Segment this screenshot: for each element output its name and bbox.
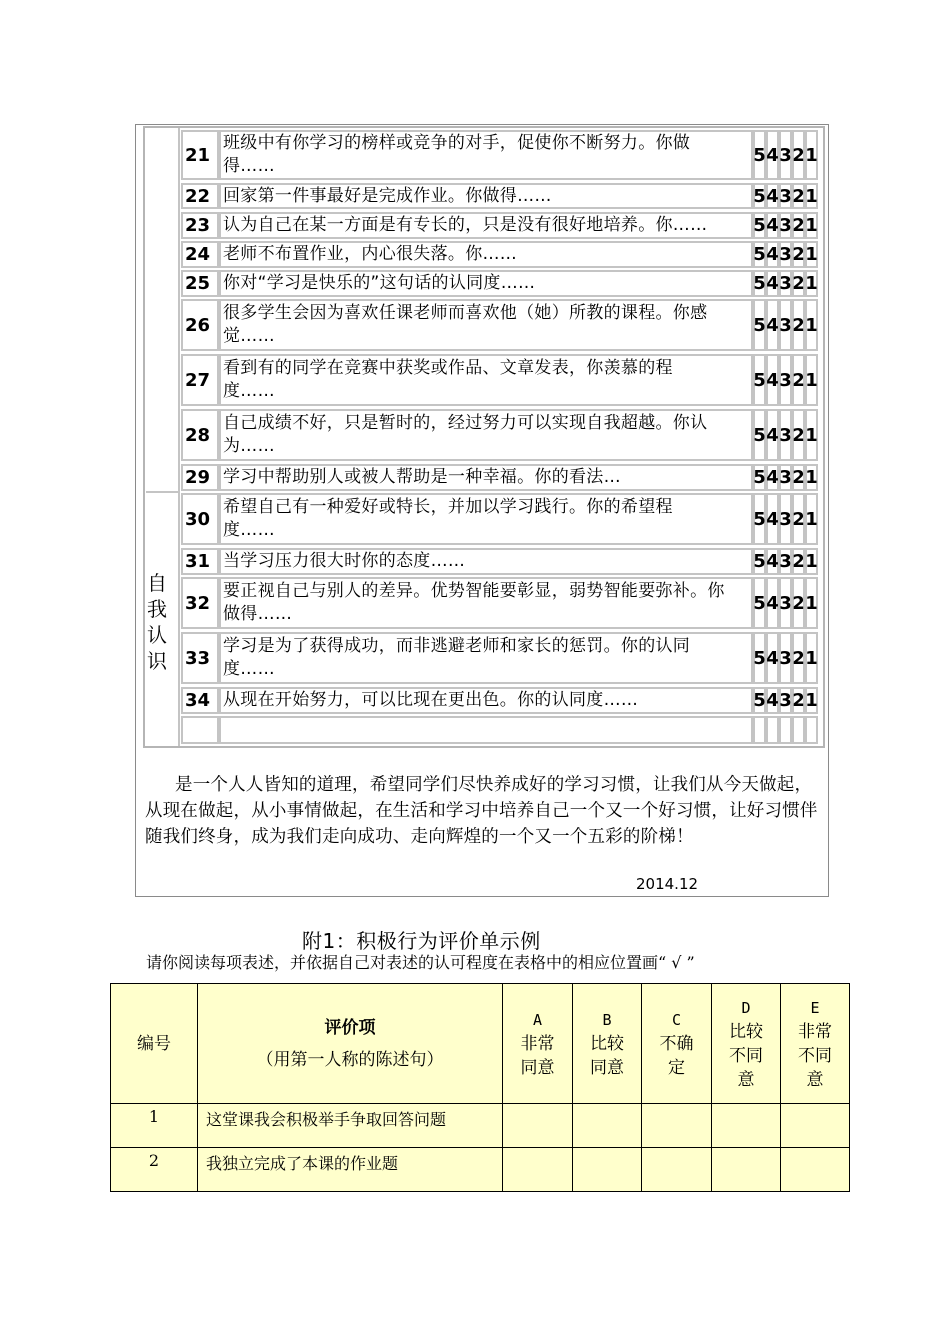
question-text [219,183,753,209]
score-option[interactable]: 3 [779,241,792,268]
score-option[interactable]: 4 [766,241,779,268]
question-number: 31 [181,548,219,575]
score-option[interactable]: 4 [766,409,779,461]
question-text-line: 当学习压力很大时你的态度…… [223,551,466,571]
score-option[interactable]: 2 [792,409,805,461]
empty-cell [779,716,792,744]
survey-row [181,183,821,209]
score-option[interactable]: 5 [753,183,766,209]
score-option[interactable]: 5 [753,464,766,491]
question-number: 24 [181,241,219,268]
score-option[interactable]: 2 [792,354,805,406]
score-option[interactable]: 1 [805,354,818,406]
empty-cell [766,716,779,744]
score-option[interactable]: 3 [779,548,792,575]
header-option-b [573,984,642,1104]
row-no: 2 [111,1148,198,1192]
option-letter: C [671,1010,682,1029]
option-letter: E [810,998,820,1017]
score-option[interactable]: 4 [766,464,779,491]
score-option[interactable]: 2 [792,299,805,351]
question-text-line: 你对“学习是快乐的”这句话的认同度…… [223,273,536,293]
score-option[interactable]: 1 [805,464,818,491]
category-divider [146,491,180,493]
question-text-line: 班级中有你学习的榜样或竞争的对手，促使你不断努力。你做 [223,133,691,153]
score-option[interactable]: 5 [753,548,766,575]
question-text [219,130,753,180]
survey-row [181,687,821,714]
question-text-line: 度…… [223,520,275,540]
score-option[interactable]: 4 [766,299,779,351]
score-option[interactable]: 2 [792,270,805,297]
question-number: 22 [181,183,219,209]
question-number: 27 [181,354,219,406]
option-label-line: 定 [668,1057,685,1078]
score-option[interactable]: 5 [753,577,766,629]
row-item: 这堂课我会积极举手争取回答问题 [198,1104,503,1148]
survey-row [181,548,821,575]
score-option[interactable]: 3 [779,493,792,545]
question-text [219,632,753,684]
question-text-line: 学习是为了获得成功，而非逃避老师和家长的惩罚。你的认同 [223,636,691,656]
question-text-line: 学习中帮助别人或被人帮助是一种幸福。你的看法… [223,467,621,487]
question-text [219,299,753,351]
score-option[interactable]: 4 [766,354,779,406]
question-text [219,548,753,575]
question-number: 21 [181,130,219,180]
question-text [219,493,753,545]
row-no: 1 [111,1104,198,1148]
score-option[interactable]: 5 [753,299,766,351]
question-text-line: 认为自己在某一方面是有专长的，只是没有很好地培养。你…… [223,215,708,235]
score-option[interactable]: 2 [792,241,805,268]
score-option[interactable]: 1 [805,493,818,545]
score-option[interactable]: 2 [792,632,805,684]
closing-date: 2014.12 [636,875,699,893]
score-option[interactable]: 5 [753,241,766,268]
score-option[interactable]: 2 [792,687,805,714]
score-option[interactable]: 2 [792,577,805,629]
survey-row [181,409,821,461]
check-cell-c[interactable] [642,1104,712,1148]
option-letter: B [602,1010,612,1029]
score-option[interactable]: 3 [779,299,792,351]
empty-cell [792,716,805,744]
header-item-note: （用第一人称的陈述句） [256,1049,444,1070]
score-option[interactable]: 3 [779,632,792,684]
score-option[interactable]: 1 [805,632,818,684]
check-cell-d[interactable] [712,1104,781,1148]
question-text-line: 回家第一件事最好是完成作业。你做得…… [223,185,552,206]
check-cell-b[interactable] [573,1104,642,1148]
question-text-line: 从现在开始努力，可以比现在更出色。你的认同度…… [223,690,639,710]
header-no: 编号 [111,984,198,1104]
score-option[interactable]: 3 [779,687,792,714]
score-option[interactable]: 1 [805,548,818,575]
check-cell-d[interactable] [712,1148,781,1192]
score-option[interactable]: 2 [792,212,805,239]
score-option[interactable]: 4 [766,493,779,545]
score-option[interactable]: 1 [805,130,818,180]
survey-row [181,354,821,406]
question-text-line: 为…… [223,436,275,456]
check-cell-b[interactable] [573,1148,642,1192]
survey-row [181,130,821,180]
option-label-line: 同意 [590,1057,624,1078]
survey-row [181,270,821,297]
score-option[interactable]: 5 [753,493,766,545]
question-text-line: 自己成绩不好，只是暂时的，经过努力可以实现自我超越。你认 [223,413,708,433]
score-option[interactable]: 4 [766,183,779,209]
survey-row [181,241,821,268]
question-text [219,212,753,239]
score-option[interactable]: 4 [766,577,779,629]
header-item-title: 评价项 [324,1017,376,1038]
option-label-line: 意 [806,1069,824,1090]
header-option-e [781,984,850,1104]
score-option[interactable]: 5 [753,687,766,714]
option-label-line: 不确 [659,1033,694,1054]
question-number: 32 [181,577,219,629]
question-text-line: 老师不布置作业，内心很失落。你…… [223,244,518,264]
survey-row [181,632,821,684]
score-option[interactable]: 1 [805,687,818,714]
score-option[interactable]: 5 [753,632,766,684]
score-option[interactable]: 2 [792,493,805,545]
score-option[interactable]: 4 [766,632,779,684]
option-label-line: 意 [737,1069,755,1090]
score-option[interactable]: 3 [779,409,792,461]
question-number: 30 [181,493,219,545]
survey-row [181,577,821,629]
option-label-line: 不同 [729,1045,763,1066]
score-option[interactable]: 1 [805,409,818,461]
option-letter: D [741,998,751,1017]
score-option[interactable]: 3 [779,270,792,297]
option-letter: A [532,1010,543,1029]
score-option[interactable]: 1 [805,183,818,209]
empty-cell [805,716,818,744]
evaluation-table [110,983,850,1192]
score-option[interactable]: 1 [805,241,818,268]
question-text-line: 得…… [223,156,275,176]
check-cell-c[interactable] [642,1148,712,1192]
option-label-line: 非常 [520,1033,555,1054]
score-option[interactable]: 5 [753,409,766,461]
question-number: 23 [181,212,219,239]
score-option[interactable]: 4 [766,548,779,575]
question-number: 28 [181,409,219,461]
survey-row [181,493,821,545]
closing-paragraph: 是一个人人皆知的道理，希望同学们尽快养成好的学习习惯，让我们从今天做起，从现在做起，从小事情做起，在生活和学习中培养自己一个又一个好习惯，让好习惯伴随我们终身，成为我们走向成功、走向辉煌的一个又一个五彩的阶梯！ [145,775,818,847]
question-text-line: 要正视自己与别人的差异。优势智能要彰显，弱势智能要弥补。你 [223,581,725,601]
score-option[interactable]: 1 [805,270,818,297]
header-option-d [712,984,781,1104]
option-label-line: 比较 [729,1021,763,1042]
header-option-a [503,984,573,1104]
score-option[interactable]: 4 [766,270,779,297]
row-item: 我独立完成了本课的作业题 [198,1148,503,1192]
score-option[interactable]: 1 [805,577,818,629]
score-option[interactable]: 4 [766,130,779,180]
question-number: 33 [181,632,219,684]
survey-row [181,212,821,239]
score-option[interactable]: 3 [779,212,792,239]
score-option[interactable]: 3 [779,130,792,180]
survey-empty-row [181,716,821,744]
option-label-line: 不同 [798,1045,832,1066]
check-cell-e[interactable] [781,1104,850,1148]
question-text-line: 很多学生会因为喜欢任课老师而喜欢他（她）所教的课程。你感 [223,303,708,323]
score-option[interactable]: 3 [779,464,792,491]
empty-cell [219,716,753,744]
category-label: 自我认识 [147,571,167,673]
score-option[interactable]: 2 [792,183,805,209]
question-text-line: 做得…… [223,604,293,624]
score-option[interactable]: 5 [753,212,766,239]
question-number: 34 [181,687,219,714]
question-text [219,270,753,297]
score-option[interactable]: 5 [753,354,766,406]
evaluation-header-row [111,984,850,1104]
empty-cell [181,716,219,744]
score-option[interactable]: 1 [805,299,818,351]
header-item [198,984,503,1104]
question-text [219,409,753,461]
table-row [111,1148,850,1192]
question-text [219,354,753,406]
option-label-line: 同意 [520,1057,555,1078]
empty-cell [753,716,766,744]
question-text [219,687,753,714]
score-option[interactable]: 3 [779,354,792,406]
score-option[interactable]: 5 [753,270,766,297]
question-text [219,577,753,629]
question-number: 29 [181,464,219,491]
check-cell-e[interactable] [781,1148,850,1192]
question-text [219,464,753,491]
score-option[interactable]: 2 [792,464,805,491]
score-option[interactable]: 5 [753,130,766,180]
question-text-line: 觉…… [223,326,275,346]
question-text-line: 度…… [223,381,275,401]
check-cell-a[interactable] [503,1104,573,1148]
question-number: 26 [181,299,219,351]
check-cell-a[interactable] [503,1148,573,1192]
survey-row [181,299,821,351]
option-label-line: 非常 [798,1021,832,1042]
appendix-instruction: 请你阅读每项表述，并依据自己对表述的认可程度在表格中的相应位置画“ √ ” [146,953,695,972]
score-option[interactable]: 2 [792,548,805,575]
header-option-c [642,984,712,1104]
appendix-title: 附1：积极行为评价单示例 [302,929,541,953]
score-option[interactable]: 2 [792,130,805,180]
score-option[interactable]: 4 [766,212,779,239]
score-option[interactable]: 3 [779,577,792,629]
survey-row [181,464,821,491]
option-label-line: 比较 [590,1033,624,1054]
question-text-line: 度…… [223,659,275,679]
question-number: 25 [181,270,219,297]
score-option[interactable]: 1 [805,212,818,239]
table-row [111,1104,850,1148]
question-text-line: 希望自己有一种爱好或特长，并加以学习践行。你的希望程 [223,497,673,517]
question-text-line: 看到有的同学在竞赛中获奖或作品、文章发表，你羡慕的程 [223,358,673,378]
question-text [219,241,753,268]
score-option[interactable]: 4 [766,687,779,714]
score-option[interactable]: 3 [779,183,792,209]
